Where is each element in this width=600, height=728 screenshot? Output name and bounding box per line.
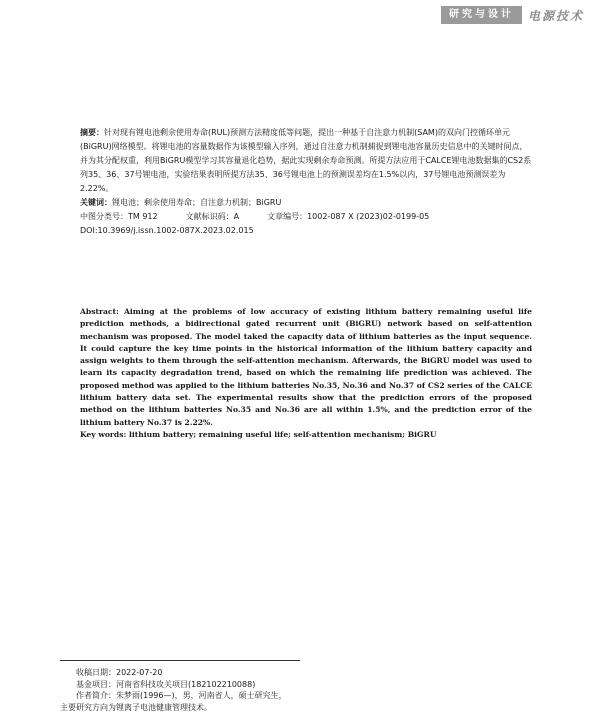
chinese-abstract-block [80,126,532,238]
cn-classification-row [80,210,532,224]
fund-project: 基金项目：河南省科技攻关项目(182102210088) [76,679,256,689]
cn-abstract-label: 摘要： [80,128,104,137]
research-direction: 主要研究方向为锂离子电池健康管理技术。 [60,702,212,712]
journal-name: 电源技术 [522,7,590,24]
clc-number: 中图分类号：TM 912 [80,212,158,221]
en-abstract [80,306,532,429]
footnote [60,660,540,713]
article-number: 文章编号：1002-087 X (2023)02-0199-05 [267,212,430,221]
en-abstract-label: Abstract: [80,307,119,316]
en-abstract-text: Aiming at the problems of low accuracy of existing lithium battery remaining useful life prediction methods, a bidirectional gated recurrent unit (BiGRU) network based on self-attention mechanism was proposed. The model taked the capacity data of lithium batteries as the input sequence. It could capture the key time points in the historical information of the lithium battery capacity and assign weights to them through the self-attention mechanism. Afterwards, the BiGRU model was used to learn its capacity degradation trend, based on which the remaining life prediction was achieved. The proposed method was applied to the lithium batteries No.35, No.36 and No.37 of CS2 series of the CALCE lithium battery data set. The experimental results show that the prediction errors of the proposed method on the lithium batteries No.35 and No.36 are all within 1.5%, and the prediction error of the lithium battery No.37 is 2.22%. [80,307,532,427]
doi: DOI:10.3969/j.issn.1002-087X.2023.02.015 [80,226,254,235]
document-code: 文献标识码：A [185,212,240,221]
received-date: 收稿日期：2022-07-20 [76,668,163,677]
en-keywords-label: Key words: [80,429,127,439]
journal-header [441,6,590,24]
author-bio: 作者简介：朱梦雨(1996—)，男，河南省人，硕士研究生， [76,691,287,700]
en-keywords [80,429,532,441]
cn-keywords-label: 关键词： [80,198,112,207]
cn-abstract [80,126,532,196]
en-keywords-text: lithium battery; remaining useful life; self-attention mechanism; BiGRU [128,429,437,439]
cn-keywords [80,196,532,210]
column-label: 研究与设计 [441,6,522,24]
cn-keywords-text: 锂电池；剩余使用寿命；自注意力机制；BiGRU [112,198,282,207]
footnote-rule [60,660,300,661]
english-abstract-block [80,306,532,441]
cn-abstract-text: 针对现有锂电池剩余使用寿命(RUL)预测方法精度低等问题，提出一种基于自注意力机制(SAM)的双向门控循环单元(BiGRU)网络模型。将锂电池的容量数据作为该模型输入序列，通过自注意力机制捕捉到锂电池容量历史信息中的关键时间点，并为其分配权重，利用BiGRU模型学习其容量退化趋势，据此实现剩余寿命预测。所提方法应用于CALCE锂电池数据集的CS2系列35、36、37号锂电池，实验结果表明所提方法35、36号锂电池上的预测误差均在1.5%以内，37号锂电池预测误差为2.22%。 [80,128,532,193]
